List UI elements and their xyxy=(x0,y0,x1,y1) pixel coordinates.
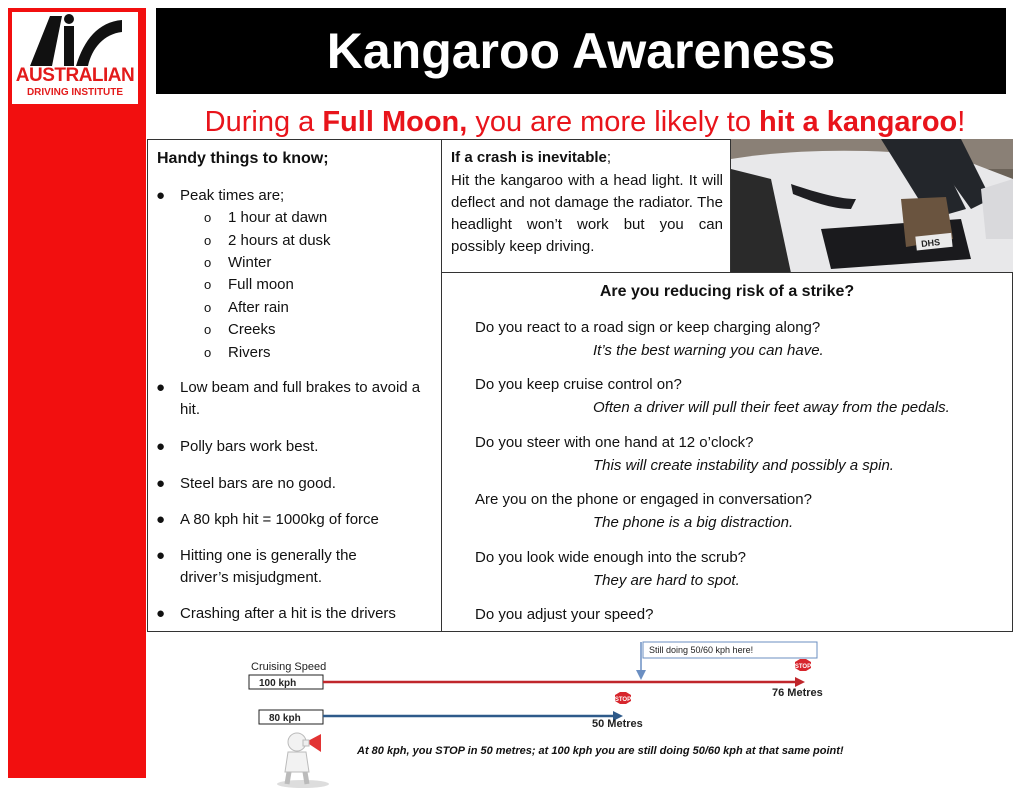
callout-arrow-icon xyxy=(636,670,646,680)
bullet-icon: ● xyxy=(156,511,166,528)
page-title: Kangaroo Awareness xyxy=(326,23,836,79)
circle-bullet-icon: o xyxy=(204,233,212,248)
logo-road-icon xyxy=(28,14,122,66)
logo-name: AUSTRALIAN xyxy=(15,65,135,86)
risk-question: Do you look wide enough into the scrub? xyxy=(475,549,747,566)
circle-bullet-icon: o xyxy=(204,322,212,337)
circle-bullet-icon: o xyxy=(204,300,212,315)
logo-subname: DRIVING INSTITUTE xyxy=(26,87,124,98)
risk-heading: Are you reducing risk of a strike? xyxy=(599,283,855,300)
subtitle-part3: ! xyxy=(957,106,966,138)
risk-answer: The phone is a big distraction. xyxy=(593,514,794,531)
bullet-icon: ● xyxy=(156,547,166,564)
circle-bullet-icon: o xyxy=(204,255,212,270)
subtitle-part2: you are more likely to xyxy=(467,106,760,138)
crash-inevitable-box xyxy=(441,139,731,273)
risk-question: Do you adjust your speed? xyxy=(475,606,654,623)
risk-answer: This will create instability and possibly a spin. xyxy=(593,457,894,474)
bullet-icon: ● xyxy=(156,475,166,492)
bullet-icon: ● xyxy=(156,379,166,396)
bullet-icon: ● xyxy=(156,605,166,622)
stopping-distance-diagram xyxy=(247,638,927,788)
subtitle xyxy=(150,104,1020,140)
title-bar xyxy=(156,8,1006,94)
stop-sign-text: STOP xyxy=(614,697,632,703)
circle-bullet-icon: o xyxy=(204,210,212,225)
risk-question: Do you react to a road sign or keep charging along? xyxy=(475,319,821,336)
subtitle-bold1: Full Moon, xyxy=(322,106,468,138)
plate-text: DHS xyxy=(920,237,941,250)
risk-strike-box xyxy=(441,272,1013,632)
risk-question: Do you steer with one hand at 12 o’clock? xyxy=(475,434,754,451)
speed-80-label: 80 kph xyxy=(269,713,301,724)
subtitle-part1: During a xyxy=(204,106,323,138)
arrow-100-icon xyxy=(795,677,805,687)
speed-100-label: 100 kph xyxy=(259,678,297,689)
stop-sign-text: STOP xyxy=(794,664,812,670)
left-red-bar xyxy=(8,8,146,778)
risk-question: Do you keep cruise control on? xyxy=(475,376,682,393)
circle-bullet-icon: o xyxy=(204,277,212,292)
distance-50-label: 50 Metres xyxy=(592,718,643,730)
callout-text: Still doing 50/60 kph here! xyxy=(649,645,754,655)
handy-things-box: Handy things to know; ● Peak times are; o 1 hour at dawn o 2 hours at dusk o Winter o Full moon o After rain o Creeks o Rivers ● Low beam and full brakes to avoid a hit. ● Polly bars work best. ● Steel bars are no good. ● A 80 kph hit = 1000kg of force ● Hitting one is generally the driver’s misjudgment. ● Crashing after a hit is the drivers xyxy=(147,139,442,632)
bullet-icon: ● xyxy=(156,438,166,455)
megaphone-person-icon xyxy=(277,733,329,788)
crash-body: Hit the kangaroo with a head light. It will deflect and not damage the radiator. The headlight won’t work but you can possibly keep driving. xyxy=(451,172,723,255)
logo xyxy=(12,12,138,104)
subtitle-bold2: hit a kangaroo xyxy=(759,106,958,138)
damaged-car-photo xyxy=(731,139,1013,273)
bullet-icon: ● xyxy=(156,187,166,204)
diagram-note: At 80 kph, you STOP in 50 metres; at 100 kph you are still doing 50/60 kph at that same point! xyxy=(357,745,844,757)
handy-heading: Handy things to know; xyxy=(157,150,329,167)
risk-question: Are you on the phone or engaged in conversation? xyxy=(475,491,812,508)
distance-76-label: 76 Metres xyxy=(772,687,823,699)
cruising-speed-label: Cruising Speed xyxy=(251,661,327,673)
peak-label: Peak times are; xyxy=(180,187,285,204)
risk-answer: They are hard to spot. xyxy=(593,572,740,589)
risk-answer: Often a driver will pull their feet away from the pedals. xyxy=(593,399,950,416)
crash-heading: If a crash is inevitable; xyxy=(451,149,612,166)
risk-answer: It’s the best warning you can have. xyxy=(593,342,824,359)
circle-bullet-icon: o xyxy=(204,345,212,360)
